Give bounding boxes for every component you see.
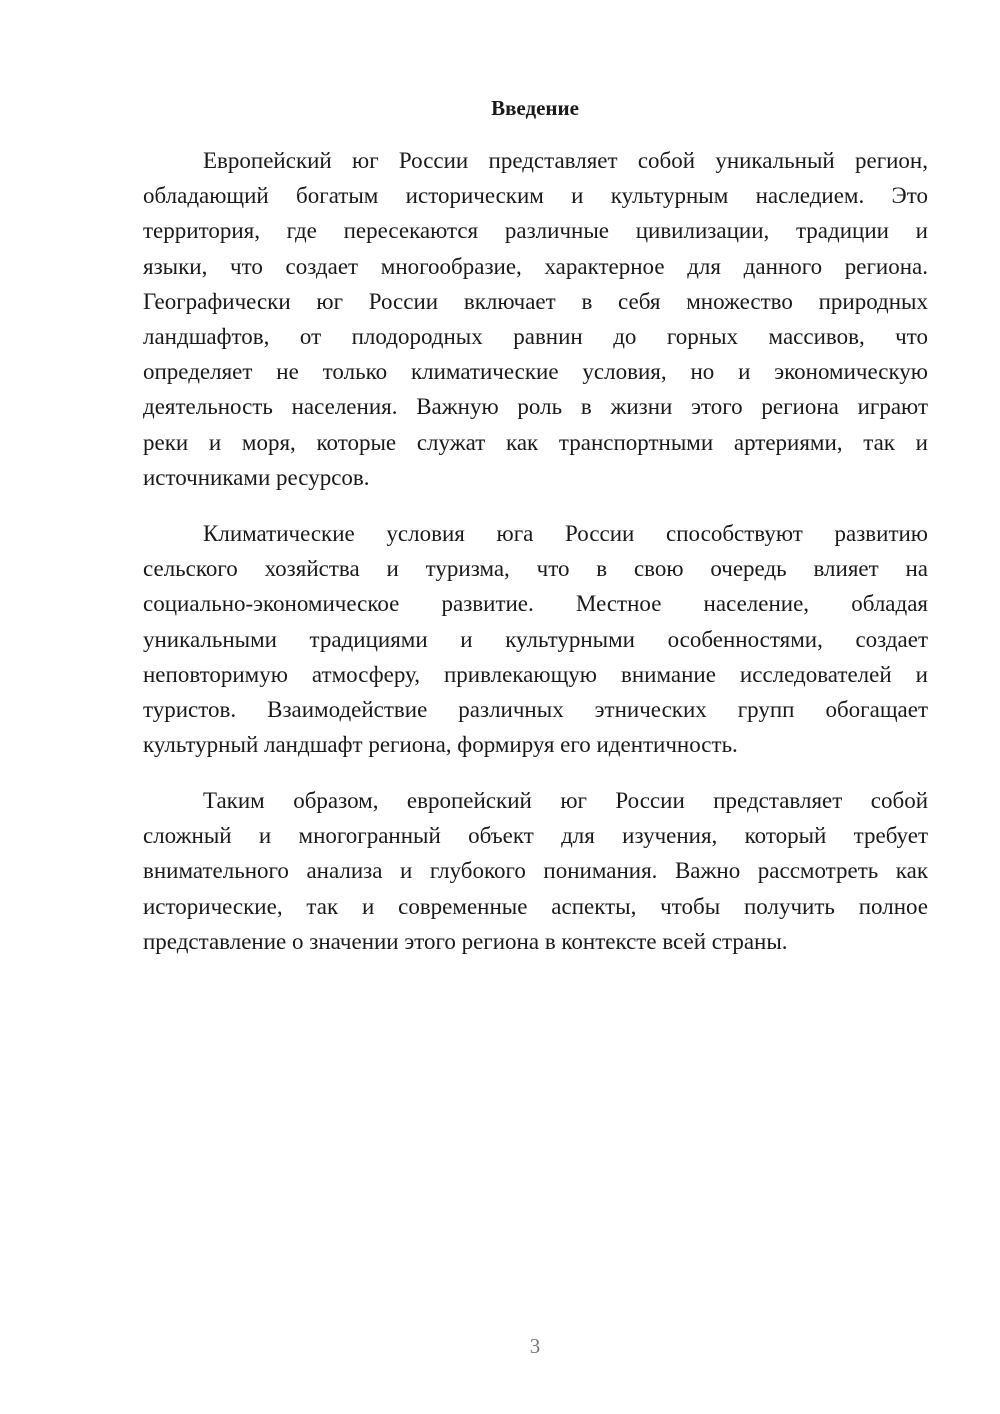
paragraph-3 [143, 783, 928, 959]
text-line: Географически юг России включает в себя множество природных [143, 288, 928, 314]
text-line: сельского хозяйства и туризма, что в свою очередь влияет на [143, 556, 928, 582]
text-line: сложный и многогранный объект для изучения, который требует [143, 823, 928, 849]
text-line: деятельность населения. Важную роль в жизни этого региона играют [143, 394, 928, 420]
text-line: обладающий богатым историческим и культурным наследием. Это [143, 183, 928, 209]
text-line: внимательного анализа и глубокого понимания. Важно рассмотреть как [143, 858, 928, 884]
page-number: 3 [529, 1334, 541, 1358]
paragraph-2 [143, 516, 928, 762]
text-line: Европейский юг России представляет собой уникальный регион, [203, 148, 928, 173]
text-line: определяет не только климатические условия, но и экономическую [143, 359, 928, 385]
text-line: туристов. Взаимодействие различных этнических групп обогащает [143, 696, 928, 722]
text-line: неповторимую атмосферу, привлекающую внимание исследователей и [143, 661, 928, 687]
text-line: Климатические условия юга России способствуют развитию [203, 521, 928, 546]
text-line: источниками ресурсов. [143, 464, 370, 490]
page-title: Введение [491, 96, 579, 120]
text-line: языки, что создает многообразие, характерное для данного региона. [143, 253, 928, 279]
text-line: культурный ландшафт региона, формируя его идентичность. [143, 732, 738, 758]
text-line: социально-экономическое развитие. Местное население, обладая [143, 591, 928, 617]
text-line: Таким образом, европейский юг России представляет собой [203, 788, 928, 813]
text-line: реки и моря, которые служат как транспортными артериями, так и [143, 429, 928, 455]
paragraph-1 [143, 143, 928, 495]
text-line: уникальными традициями и культурными особенностями, создает [143, 626, 928, 652]
text-line: представление о значении этого региона в контексте всей страны. [143, 928, 788, 954]
text-line: ландшафтов, от плодородных равнин до горных массивов, что [143, 323, 928, 349]
text-line: территория, где пересекаются различные цивилизации, традиции и [143, 218, 928, 244]
text-line: исторические, так и современные аспекты, чтобы получить полное [143, 893, 928, 919]
